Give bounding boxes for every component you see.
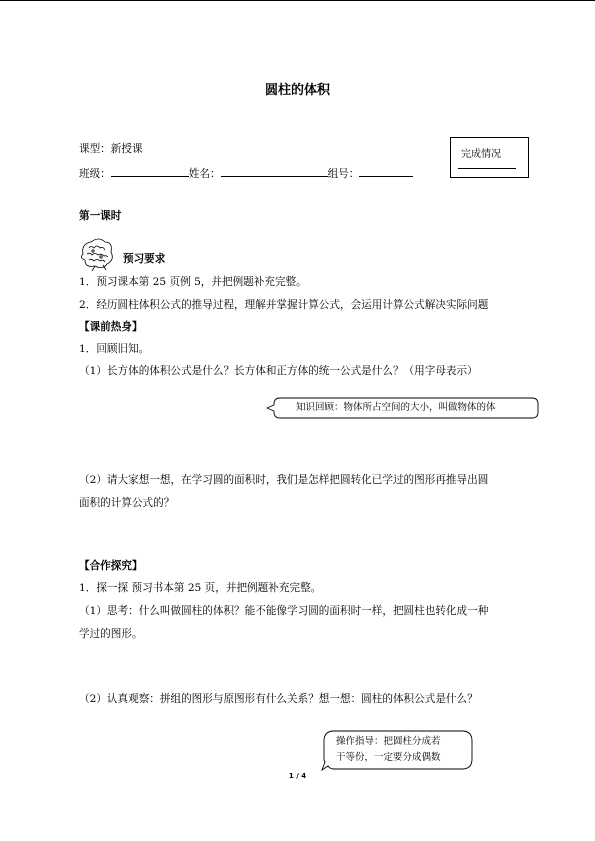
explore-question-1-line-1: （1）思考：什么叫做圆柱的体积？能不能像学习圆的面积时一样，把圆柱也转化成一种 bbox=[79, 605, 489, 617]
preview-heading: 预习要求 bbox=[123, 253, 166, 265]
knowledge-review-callout bbox=[266, 395, 542, 421]
explore-question-1-line-2: 学过的图形。 bbox=[79, 628, 143, 640]
operation-guide-callout bbox=[318, 729, 476, 773]
page-top-border bbox=[0, 0, 595, 1]
name-label: 姓名： bbox=[188, 168, 221, 180]
group-blank bbox=[359, 165, 413, 177]
class-blank bbox=[111, 165, 189, 177]
explore-heading: 【合作探究】 bbox=[79, 560, 143, 572]
preview-item-1: 1．预习课本第 25 页例 5，并把例题补充完整。 bbox=[79, 276, 307, 288]
preview-item-2: 2．经历圆柱体积公式的推导过程，理解并掌握计算公式，会运用计算公式解决实际问题 bbox=[79, 299, 489, 311]
operation-guide-line-2: 干等份，一定要分成偶数 bbox=[336, 752, 441, 763]
operation-guide-line-1: 操作指导：把圆柱分成若 bbox=[336, 736, 441, 747]
completion-status-blank bbox=[458, 168, 516, 169]
warmup-item-1: 1．回顾旧知。 bbox=[79, 343, 150, 355]
info-line bbox=[79, 165, 413, 181]
completion-status-label: 完成情况 bbox=[461, 149, 501, 160]
knowledge-review-text: 知识回顾：物体所占空间的大小，叫做物体的体 bbox=[296, 402, 496, 413]
warmup-question-2-line-2: 面积的计算公式的？ bbox=[79, 497, 175, 509]
explore-question-2: （2）认真观察：拼组的图形与原图形有什么关系？想一想：圆柱的体积公式是什么？ bbox=[79, 693, 478, 705]
warmup-question-1: （1）长方体的体积公式是什么？长方体和正方体的统一公式是什么？（用字母表示） bbox=[79, 365, 478, 377]
explore-item-1: 1．探一探 预习书本第 25 页，并把例题补充完整。 bbox=[79, 582, 322, 594]
warmup-heading: 【课前热身】 bbox=[79, 321, 143, 333]
name-blank bbox=[221, 165, 328, 177]
completion-status-box bbox=[450, 137, 529, 178]
group-label: 组号： bbox=[327, 168, 360, 180]
class-label: 班级： bbox=[79, 168, 111, 180]
doodle-icon bbox=[77, 234, 117, 272]
page-title: 圆柱的体积 bbox=[264, 83, 330, 98]
warmup-question-2-line-1: （2）请大家想一想，在学习圆的面积时，我们是怎样把圆转化已学过的图形再推导出圆 bbox=[79, 474, 489, 486]
page-number: 1 / 4 bbox=[288, 772, 307, 780]
lesson-type: 课型：新授课 bbox=[79, 143, 143, 155]
section-heading-lesson-1: 第一课时 bbox=[79, 210, 122, 222]
